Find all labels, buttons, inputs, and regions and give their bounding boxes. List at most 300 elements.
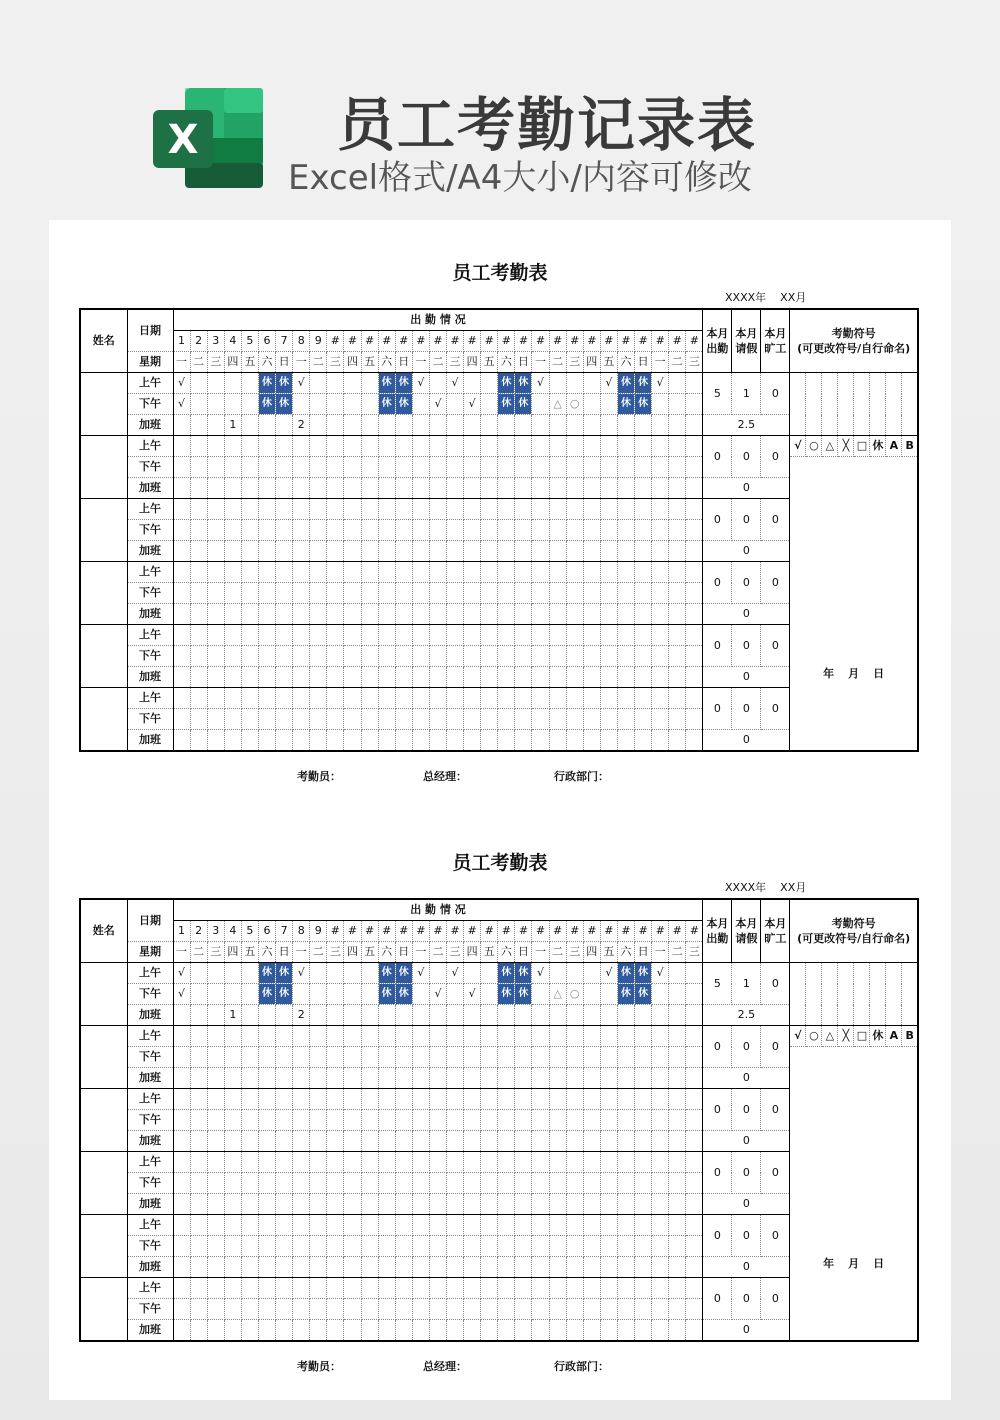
attendance-cell[interactable]	[207, 963, 224, 984]
attendance-cell[interactable]: 休	[276, 394, 293, 415]
attendance-cell[interactable]	[464, 646, 481, 667]
attendance-cell[interactable]	[378, 1131, 395, 1152]
attendance-cell[interactable]	[652, 1173, 669, 1194]
attendance-cell[interactable]	[617, 688, 634, 709]
attendance-cell[interactable]	[429, 373, 446, 394]
symbol-blank-cell[interactable]	[854, 963, 870, 1026]
attendance-cell[interactable]	[549, 436, 566, 457]
attendance-cell[interactable]	[429, 1194, 446, 1215]
attendance-cell[interactable]	[583, 709, 600, 730]
attendance-cell[interactable]	[464, 541, 481, 562]
attendance-cell[interactable]	[276, 520, 293, 541]
attendance-cell[interactable]	[652, 562, 669, 583]
attendance-cell[interactable]	[224, 457, 241, 478]
attendance-cell[interactable]: 1	[224, 1005, 241, 1026]
attendance-cell[interactable]	[464, 709, 481, 730]
attendance-cell[interactable]	[686, 1173, 703, 1194]
attendance-cell[interactable]	[378, 1026, 395, 1047]
attendance-cell[interactable]	[481, 688, 498, 709]
symbol-cell[interactable]: △	[822, 1026, 838, 1047]
attendance-cell[interactable]: √	[429, 394, 446, 415]
attendance-cell[interactable]	[532, 436, 549, 457]
attendance-cell[interactable]: 休	[635, 984, 652, 1005]
attendance-cell[interactable]	[412, 1026, 429, 1047]
attendance-cell[interactable]: √	[293, 963, 310, 984]
attendance-cell[interactable]	[429, 1173, 446, 1194]
attendance-cell[interactable]	[327, 394, 344, 415]
attendance-cell[interactable]	[635, 1047, 652, 1068]
attendance-cell[interactable]	[378, 457, 395, 478]
attendance-cell[interactable]	[566, 688, 583, 709]
attendance-cell[interactable]	[447, 625, 464, 646]
attendance-cell[interactable]	[378, 478, 395, 499]
attendance-cell[interactable]	[566, 1278, 583, 1299]
attendance-cell[interactable]	[361, 1299, 378, 1320]
attendance-cell[interactable]	[447, 394, 464, 415]
attendance-cell[interactable]	[481, 394, 498, 415]
attendance-cell[interactable]	[600, 1173, 617, 1194]
attendance-cell[interactable]	[447, 520, 464, 541]
attendance-cell[interactable]	[173, 436, 190, 457]
attendance-cell[interactable]	[310, 604, 327, 625]
attendance-cell[interactable]	[583, 963, 600, 984]
attendance-cell[interactable]	[549, 646, 566, 667]
attendance-cell[interactable]	[412, 1089, 429, 1110]
attendance-cell[interactable]	[378, 646, 395, 667]
attendance-cell[interactable]	[190, 709, 207, 730]
attendance-cell[interactable]	[617, 1068, 634, 1089]
attendance-cell[interactable]	[669, 625, 686, 646]
attendance-cell[interactable]	[207, 604, 224, 625]
attendance-cell[interactable]	[276, 499, 293, 520]
attendance-cell[interactable]	[190, 499, 207, 520]
attendance-cell[interactable]	[549, 1278, 566, 1299]
attendance-cell[interactable]	[464, 1152, 481, 1173]
attendance-cell[interactable]	[241, 1110, 258, 1131]
symbol-cell[interactable]: ╳	[838, 1026, 854, 1047]
attendance-cell[interactable]	[532, 1278, 549, 1299]
attendance-cell[interactable]	[532, 415, 549, 436]
attendance-cell[interactable]	[429, 1026, 446, 1047]
attendance-cell[interactable]	[378, 415, 395, 436]
attendance-cell[interactable]	[617, 667, 634, 688]
attendance-cell[interactable]	[583, 1299, 600, 1320]
attendance-cell[interactable]	[635, 1068, 652, 1089]
attendance-cell[interactable]	[686, 1110, 703, 1131]
attendance-cell[interactable]	[617, 709, 634, 730]
attendance-cell[interactable]	[686, 1257, 703, 1278]
attendance-cell[interactable]	[686, 1068, 703, 1089]
attendance-cell[interactable]	[173, 1131, 190, 1152]
attendance-cell[interactable]	[532, 583, 549, 604]
attendance-cell[interactable]	[327, 541, 344, 562]
attendance-cell[interactable]	[583, 1320, 600, 1342]
attendance-cell[interactable]	[600, 1068, 617, 1089]
attendance-cell[interactable]	[378, 520, 395, 541]
attendance-cell[interactable]	[686, 646, 703, 667]
attendance-cell[interactable]	[310, 1068, 327, 1089]
attendance-cell[interactable]	[549, 963, 566, 984]
attendance-cell[interactable]	[515, 1068, 532, 1089]
attendance-cell[interactable]	[412, 688, 429, 709]
attendance-cell[interactable]	[293, 583, 310, 604]
attendance-cell[interactable]	[224, 562, 241, 583]
attendance-cell[interactable]	[344, 1152, 361, 1173]
employee-name-cell[interactable]	[80, 499, 127, 562]
attendance-cell[interactable]	[669, 541, 686, 562]
attendance-cell[interactable]	[583, 688, 600, 709]
attendance-cell[interactable]	[600, 730, 617, 752]
attendance-cell[interactable]	[652, 984, 669, 1005]
attendance-cell[interactable]	[617, 1320, 634, 1342]
attendance-cell[interactable]: 2	[293, 1005, 310, 1026]
attendance-cell[interactable]	[549, 1194, 566, 1215]
attendance-cell[interactable]	[361, 478, 378, 499]
attendance-cell[interactable]	[224, 984, 241, 1005]
attendance-cell[interactable]	[600, 709, 617, 730]
attendance-cell[interactable]: √	[173, 963, 190, 984]
attendance-cell[interactable]	[190, 1173, 207, 1194]
attendance-cell[interactable]	[395, 562, 412, 583]
attendance-cell[interactable]	[395, 646, 412, 667]
attendance-cell[interactable]	[583, 457, 600, 478]
attendance-cell[interactable]	[429, 583, 446, 604]
attendance-cell[interactable]	[635, 646, 652, 667]
attendance-cell[interactable]	[412, 541, 429, 562]
attendance-cell[interactable]	[310, 415, 327, 436]
attendance-cell[interactable]	[481, 604, 498, 625]
attendance-cell[interactable]	[617, 1215, 634, 1236]
attendance-cell[interactable]	[669, 984, 686, 1005]
attendance-cell[interactable]	[310, 730, 327, 752]
attendance-cell[interactable]	[361, 583, 378, 604]
attendance-cell[interactable]	[241, 394, 258, 415]
attendance-cell[interactable]	[293, 1320, 310, 1342]
attendance-cell[interactable]	[293, 457, 310, 478]
attendance-cell[interactable]	[258, 457, 275, 478]
attendance-cell[interactable]	[258, 1026, 275, 1047]
attendance-cell[interactable]	[344, 730, 361, 752]
attendance-cell[interactable]	[412, 625, 429, 646]
attendance-cell[interactable]	[481, 984, 498, 1005]
attendance-cell[interactable]	[327, 625, 344, 646]
employee-name-cell[interactable]	[80, 562, 127, 625]
attendance-cell[interactable]	[361, 394, 378, 415]
attendance-cell[interactable]	[310, 394, 327, 415]
attendance-cell[interactable]	[241, 604, 258, 625]
attendance-cell[interactable]	[515, 415, 532, 436]
attendance-cell[interactable]	[173, 1257, 190, 1278]
attendance-cell[interactable]	[310, 541, 327, 562]
attendance-cell[interactable]	[258, 1173, 275, 1194]
attendance-cell[interactable]	[224, 394, 241, 415]
attendance-cell[interactable]	[378, 583, 395, 604]
attendance-cell[interactable]	[276, 688, 293, 709]
attendance-cell[interactable]	[173, 1278, 190, 1299]
attendance-cell[interactable]	[429, 667, 446, 688]
attendance-cell[interactable]	[669, 688, 686, 709]
attendance-cell[interactable]	[464, 457, 481, 478]
attendance-cell[interactable]: ○	[566, 394, 583, 415]
attendance-cell[interactable]	[224, 541, 241, 562]
attendance-cell[interactable]	[207, 667, 224, 688]
attendance-cell[interactable]	[669, 1089, 686, 1110]
attendance-cell[interactable]	[293, 1026, 310, 1047]
attendance-cell[interactable]	[361, 520, 378, 541]
attendance-cell[interactable]	[276, 1152, 293, 1173]
attendance-cell[interactable]	[190, 1215, 207, 1236]
attendance-cell[interactable]	[190, 1026, 207, 1047]
attendance-cell[interactable]	[293, 1257, 310, 1278]
attendance-cell[interactable]	[498, 646, 515, 667]
attendance-cell[interactable]	[617, 1257, 634, 1278]
attendance-cell[interactable]	[276, 1320, 293, 1342]
attendance-cell[interactable]	[207, 1068, 224, 1089]
symbol-blank-cell[interactable]	[854, 373, 870, 436]
attendance-cell[interactable]	[635, 1152, 652, 1173]
attendance-cell[interactable]	[258, 730, 275, 752]
attendance-cell[interactable]	[276, 562, 293, 583]
attendance-cell[interactable]	[258, 1089, 275, 1110]
attendance-cell[interactable]: 休	[395, 373, 412, 394]
attendance-cell[interactable]	[429, 963, 446, 984]
attendance-cell[interactable]	[498, 541, 515, 562]
attendance-cell[interactable]	[566, 1047, 583, 1068]
employee-name-cell[interactable]	[80, 688, 127, 752]
attendance-cell[interactable]	[378, 604, 395, 625]
attendance-cell[interactable]	[224, 1026, 241, 1047]
attendance-cell[interactable]	[481, 1278, 498, 1299]
attendance-cell[interactable]	[190, 394, 207, 415]
attendance-cell[interactable]	[669, 373, 686, 394]
attendance-cell[interactable]	[224, 963, 241, 984]
attendance-cell[interactable]: 休	[395, 984, 412, 1005]
attendance-cell[interactable]	[532, 457, 549, 478]
attendance-cell[interactable]	[190, 963, 207, 984]
attendance-cell[interactable]	[173, 625, 190, 646]
attendance-cell[interactable]	[344, 984, 361, 1005]
attendance-cell[interactable]	[635, 1194, 652, 1215]
attendance-cell[interactable]	[566, 478, 583, 499]
attendance-cell[interactable]: 休	[515, 373, 532, 394]
attendance-cell[interactable]	[464, 1131, 481, 1152]
attendance-cell[interactable]	[224, 1278, 241, 1299]
attendance-cell[interactable]	[635, 667, 652, 688]
attendance-cell[interactable]	[276, 1194, 293, 1215]
attendance-cell[interactable]	[429, 730, 446, 752]
attendance-cell[interactable]	[207, 1173, 224, 1194]
attendance-cell[interactable]	[532, 1068, 549, 1089]
attendance-cell[interactable]	[686, 499, 703, 520]
attendance-cell[interactable]	[395, 1005, 412, 1026]
attendance-cell[interactable]	[464, 1215, 481, 1236]
attendance-cell[interactable]	[173, 1215, 190, 1236]
attendance-cell[interactable]: √	[173, 984, 190, 1005]
attendance-cell[interactable]	[173, 667, 190, 688]
attendance-cell[interactable]: 休	[617, 373, 634, 394]
attendance-cell[interactable]	[566, 457, 583, 478]
attendance-cell[interactable]	[686, 1236, 703, 1257]
attendance-cell[interactable]	[258, 1194, 275, 1215]
attendance-cell[interactable]	[344, 562, 361, 583]
attendance-cell[interactable]	[583, 1173, 600, 1194]
attendance-cell[interactable]	[190, 478, 207, 499]
attendance-cell[interactable]	[617, 541, 634, 562]
attendance-cell[interactable]	[207, 436, 224, 457]
attendance-cell[interactable]	[258, 646, 275, 667]
attendance-cell[interactable]	[173, 1068, 190, 1089]
attendance-cell[interactable]	[686, 1299, 703, 1320]
attendance-cell[interactable]	[532, 688, 549, 709]
attendance-cell[interactable]	[412, 730, 429, 752]
attendance-cell[interactable]	[378, 1278, 395, 1299]
attendance-cell[interactable]	[686, 583, 703, 604]
attendance-cell[interactable]	[361, 1236, 378, 1257]
attendance-cell[interactable]	[464, 1257, 481, 1278]
attendance-cell[interactable]	[515, 1173, 532, 1194]
attendance-cell[interactable]	[190, 457, 207, 478]
attendance-cell[interactable]	[652, 457, 669, 478]
attendance-cell[interactable]	[258, 1152, 275, 1173]
attendance-cell[interactable]	[293, 625, 310, 646]
attendance-cell[interactable]	[566, 499, 583, 520]
attendance-cell[interactable]	[190, 688, 207, 709]
attendance-cell[interactable]	[173, 688, 190, 709]
attendance-cell[interactable]	[429, 604, 446, 625]
attendance-cell[interactable]	[310, 1131, 327, 1152]
attendance-cell[interactable]: 休	[617, 963, 634, 984]
attendance-cell[interactable]	[361, 1278, 378, 1299]
attendance-cell[interactable]	[310, 1005, 327, 1026]
attendance-cell[interactable]	[395, 667, 412, 688]
attendance-cell[interactable]	[464, 478, 481, 499]
attendance-cell[interactable]	[327, 478, 344, 499]
attendance-cell[interactable]	[310, 520, 327, 541]
attendance-cell[interactable]	[241, 415, 258, 436]
attendance-cell[interactable]	[447, 1131, 464, 1152]
attendance-cell[interactable]	[635, 709, 652, 730]
attendance-cell[interactable]	[276, 1068, 293, 1089]
attendance-cell[interactable]	[515, 457, 532, 478]
attendance-cell[interactable]	[327, 688, 344, 709]
attendance-cell[interactable]	[583, 499, 600, 520]
attendance-cell[interactable]	[566, 1089, 583, 1110]
attendance-cell[interactable]	[481, 1215, 498, 1236]
attendance-cell[interactable]	[686, 984, 703, 1005]
attendance-cell[interactable]	[481, 562, 498, 583]
attendance-cell[interactable]	[361, 415, 378, 436]
attendance-cell[interactable]	[686, 667, 703, 688]
attendance-cell[interactable]	[190, 1005, 207, 1026]
employee-name-cell[interactable]	[80, 1026, 127, 1089]
attendance-cell[interactable]	[669, 1047, 686, 1068]
attendance-cell[interactable]	[293, 562, 310, 583]
attendance-cell[interactable]	[532, 730, 549, 752]
attendance-cell[interactable]	[498, 1278, 515, 1299]
attendance-cell[interactable]: √	[447, 963, 464, 984]
attendance-cell[interactable]	[224, 1068, 241, 1089]
attendance-cell[interactable]	[173, 541, 190, 562]
attendance-cell[interactable]	[258, 520, 275, 541]
attendance-cell[interactable]	[224, 1131, 241, 1152]
attendance-cell[interactable]	[566, 1110, 583, 1131]
attendance-cell[interactable]	[652, 688, 669, 709]
attendance-cell[interactable]	[378, 1257, 395, 1278]
attendance-cell[interactable]	[344, 499, 361, 520]
attendance-cell[interactable]	[617, 415, 634, 436]
attendance-cell[interactable]	[361, 1089, 378, 1110]
attendance-cell[interactable]	[515, 1005, 532, 1026]
attendance-cell[interactable]	[566, 646, 583, 667]
attendance-cell[interactable]	[600, 604, 617, 625]
attendance-cell[interactable]	[327, 562, 344, 583]
attendance-cell[interactable]	[190, 436, 207, 457]
attendance-cell[interactable]	[361, 1047, 378, 1068]
attendance-cell[interactable]: √	[532, 963, 549, 984]
attendance-cell[interactable]	[686, 1047, 703, 1068]
symbol-cell[interactable]: 休	[870, 436, 886, 457]
attendance-cell[interactable]	[258, 1047, 275, 1068]
attendance-cell[interactable]	[241, 562, 258, 583]
attendance-cell[interactable]	[600, 1194, 617, 1215]
attendance-cell[interactable]	[635, 457, 652, 478]
attendance-cell[interactable]	[498, 1152, 515, 1173]
attendance-cell[interactable]	[344, 646, 361, 667]
attendance-cell[interactable]	[224, 478, 241, 499]
attendance-cell[interactable]	[344, 1194, 361, 1215]
attendance-cell[interactable]	[207, 1257, 224, 1278]
attendance-cell[interactable]	[395, 520, 412, 541]
attendance-cell[interactable]	[395, 730, 412, 752]
attendance-cell[interactable]	[344, 373, 361, 394]
attendance-cell[interactable]	[207, 373, 224, 394]
attendance-cell[interactable]	[686, 604, 703, 625]
attendance-cell[interactable]	[549, 688, 566, 709]
attendance-cell[interactable]	[241, 1278, 258, 1299]
attendance-cell[interactable]	[241, 478, 258, 499]
attendance-cell[interactable]	[173, 499, 190, 520]
attendance-cell[interactable]	[566, 415, 583, 436]
attendance-cell[interactable]	[344, 1110, 361, 1131]
attendance-cell[interactable]	[600, 667, 617, 688]
attendance-cell[interactable]	[447, 1278, 464, 1299]
attendance-cell[interactable]	[549, 1131, 566, 1152]
symbol-blank-cell[interactable]	[870, 373, 886, 436]
attendance-cell[interactable]	[464, 1236, 481, 1257]
attendance-cell[interactable]	[310, 1173, 327, 1194]
attendance-cell[interactable]	[173, 1047, 190, 1068]
attendance-cell[interactable]	[583, 1089, 600, 1110]
attendance-cell[interactable]	[173, 562, 190, 583]
attendance-cell[interactable]	[258, 1299, 275, 1320]
attendance-cell[interactable]	[378, 1005, 395, 1026]
attendance-cell[interactable]	[532, 667, 549, 688]
attendance-cell[interactable]	[395, 1110, 412, 1131]
attendance-cell[interactable]	[429, 478, 446, 499]
attendance-cell[interactable]	[532, 1089, 549, 1110]
attendance-cell[interactable]	[258, 1110, 275, 1131]
attendance-cell[interactable]: 休	[515, 394, 532, 415]
attendance-cell[interactable]	[412, 583, 429, 604]
symbol-cell[interactable]: ╳	[838, 436, 854, 457]
attendance-cell[interactable]	[481, 625, 498, 646]
attendance-cell[interactable]	[173, 1005, 190, 1026]
attendance-cell[interactable]	[412, 457, 429, 478]
attendance-cell[interactable]	[241, 1131, 258, 1152]
attendance-cell[interactable]	[515, 478, 532, 499]
attendance-cell[interactable]	[481, 963, 498, 984]
attendance-cell[interactable]	[190, 1278, 207, 1299]
